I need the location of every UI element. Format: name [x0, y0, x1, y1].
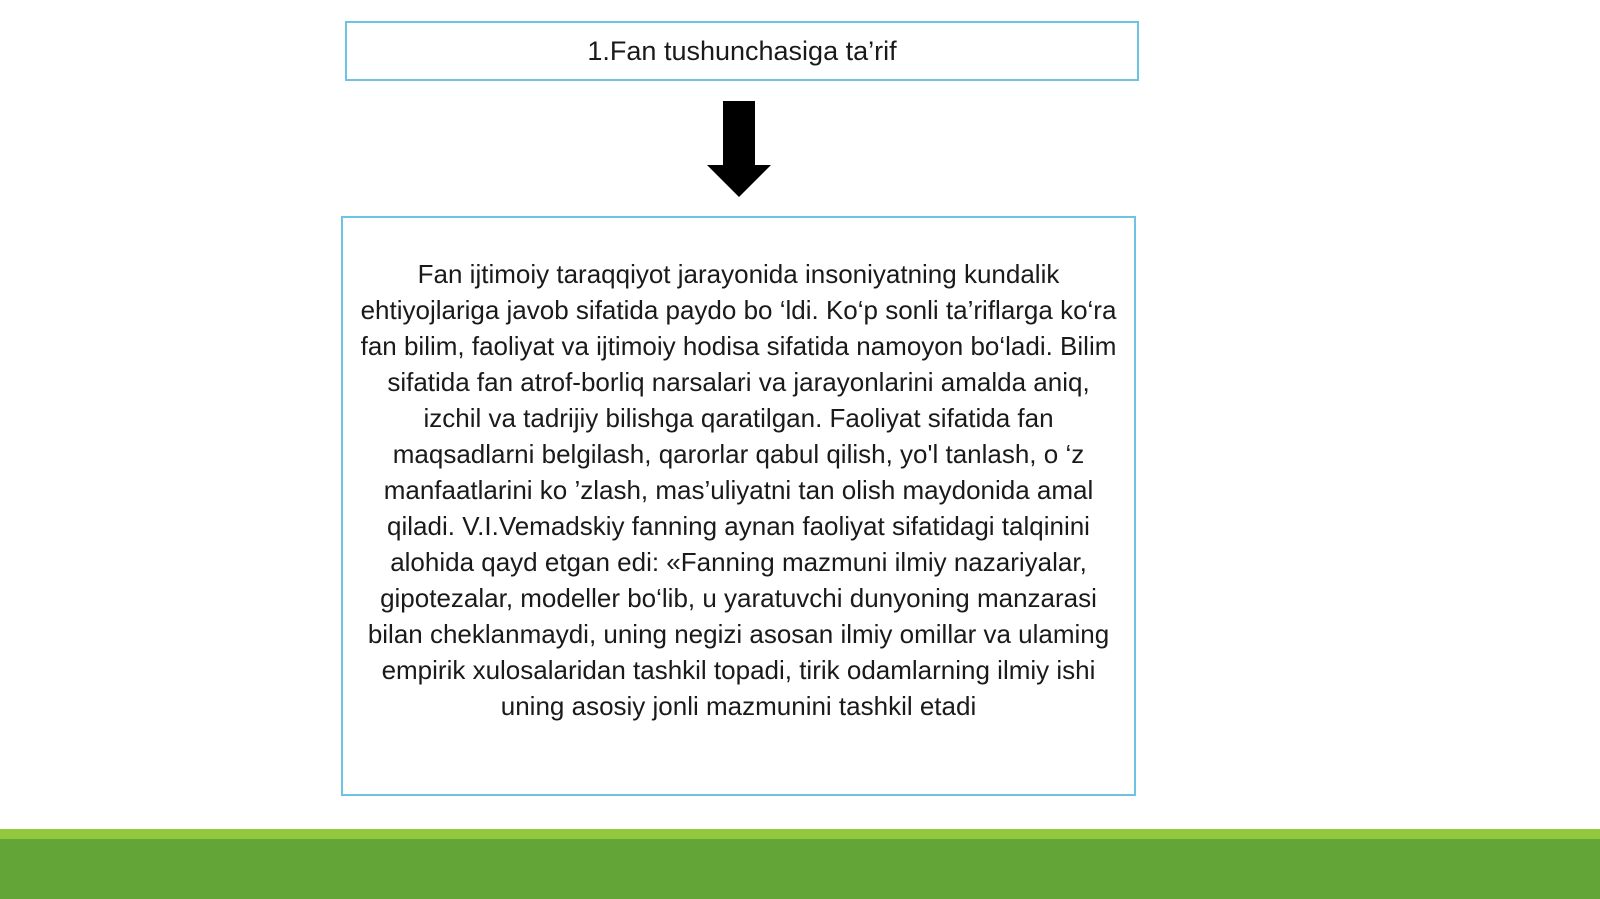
- footer-accent-stripe: [0, 829, 1600, 839]
- footer-bar: [0, 839, 1600, 899]
- content-box: [341, 216, 1136, 796]
- slide-title: 1.Fan tushunchasiga ta’rif: [587, 35, 897, 66]
- body-text: Fan ijtimoiy taraqqiyot jarayonida insoniyatning kundalik ehtiyojlariga javob sifatida paydo bo ‘ldi. Ko‘p sonli ta’riflarga ko‘ra fan bilim, faoliyat va ijtimoiy hodisa sifatida namoyon bo‘ladi. Bilim sifatida fan atrof-borliq narsalari va jarayonlarini amalda aniq, izchil va tadrijiy bilishga qaratilgan. Faoliyat sifatida fan maqsadlarni belgilash, qarorlar qabul qilish, yo'l tanlash, o ‘z manfaatlarini ko ’zlash, mas’uliyatni tan olish maydonida amal qiladi. V.I.Vemadskiy fanning aynan faoliyat sifatidagi talqinini alohida qayd etgan edi: «Fanning mazmuni ilmiy nazariyalar, gipotezalar, modeller bo‘lib, u yaratuvchi dunyoning manzarasi bilan cheklanmaydi, uning negizi asosan ilmiy omillar va ulaming empirik xulosalaridan tashkil topadi, tirik odamlarning ilmiy ishi uning asosiy jonli mazmunini tashkil etadi: [360, 259, 1117, 721]
- arrow-down-icon: [707, 101, 771, 197]
- title-box: [345, 21, 1139, 81]
